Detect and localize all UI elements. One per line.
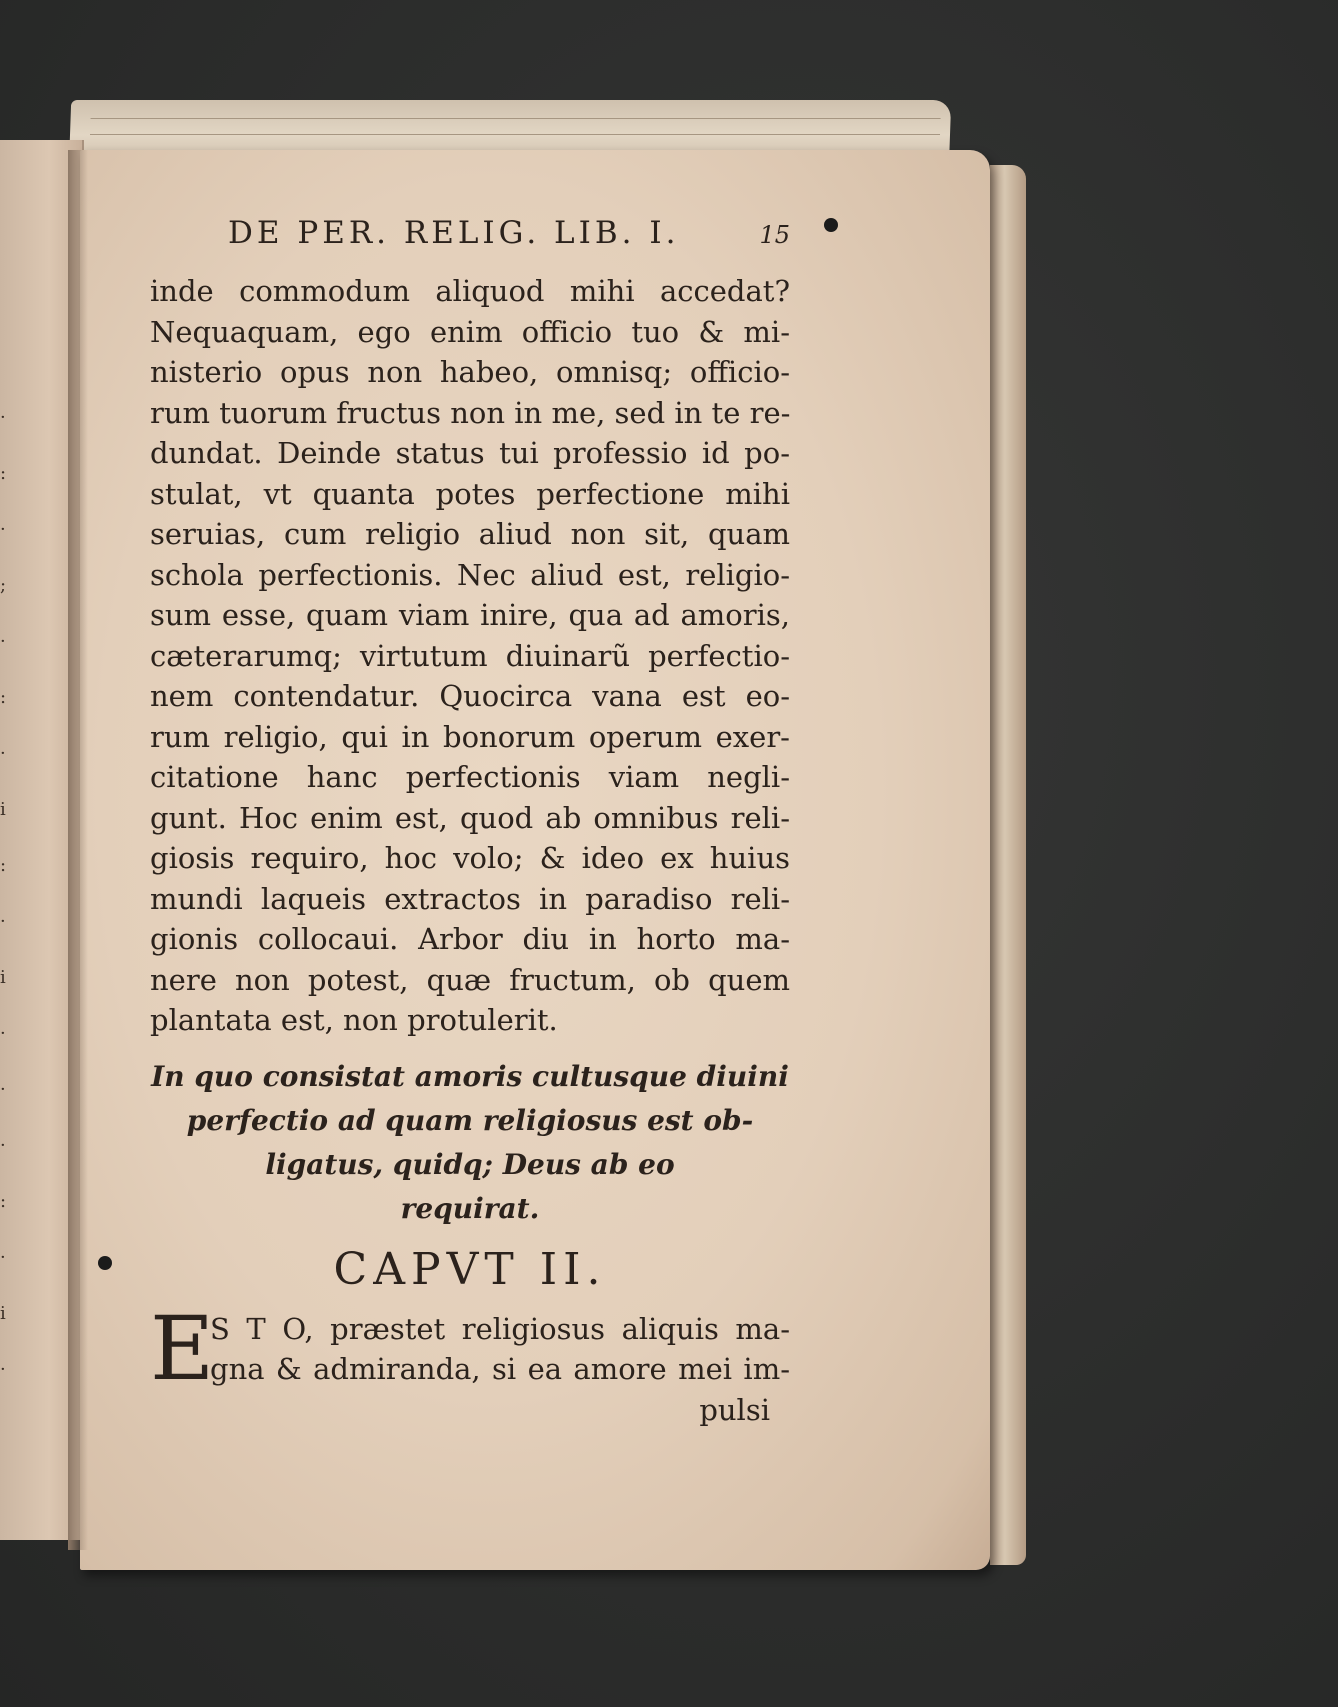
text-line: gna & admiranda, si ea amore mei im- (210, 1352, 790, 1386)
text-line: nisterio opus non habeo, omnisq; officio- (150, 355, 790, 389)
right-page-edges (990, 165, 1026, 1565)
chapter-title: CAPVT II. (333, 1243, 607, 1295)
text-line: rum tuorum fructus non in me, sed in te re- (150, 395, 791, 430)
drop-capital: E (150, 1296, 215, 1400)
running-head (150, 215, 790, 265)
text-line: S T O, præstet religiosus aliquis ma- (210, 1311, 790, 1346)
catchword: pulsi (699, 1392, 770, 1427)
text-line: gunt. Hoc enim est, quod ab omnibus reli- (150, 800, 790, 835)
page-number: 15 (759, 221, 790, 249)
text-line: inde commodum aliquod mihi accedat? (150, 274, 790, 308)
text-line: dundat. Deinde status tui professio id po- (150, 436, 790, 470)
text-line: nem contendatur. Quocirca vana est eo- (150, 679, 790, 713)
page-edge-line (91, 118, 941, 119)
heading-line: perfectio ad quam religiosus est ob- (186, 1103, 754, 1137)
text-line: sum esse, quam viam inire, qua ad amoris, (150, 598, 790, 632)
text-line: stulat, vt quanta potes perfectione mihi (150, 476, 790, 511)
left-page-bleed-marks: · : · ; · : · i : · i · · · : · i · (0, 407, 7, 1380)
page-edge-line (90, 134, 940, 135)
page-text-block (150, 215, 790, 1430)
text-line: mundi laqueis extractos in paradiso reli- (150, 881, 790, 916)
text-line: nere non potest, quæ fructum, ob quem (150, 962, 790, 997)
heading-line: In quo consistat amoris cultusque diuini (151, 1059, 789, 1093)
worm-hole (824, 218, 838, 232)
text-line: cæterarumq; virtutum diuinarũ perfectio- (150, 638, 790, 673)
heading-line: ligatus, quidq; Deus ab eo (265, 1147, 675, 1181)
text-line: Nequaquam, ego enim officio tuo & mi- (150, 314, 790, 349)
text-line: giosis requiro, hoc volo; & ideo ex huius (150, 841, 790, 875)
gutter-shadow (68, 150, 88, 1550)
text-line: rum religio, qui in bonorum operum exer- (150, 719, 790, 754)
heading-line: requirat. (400, 1191, 540, 1225)
paragraph-2 (150, 1296, 790, 1400)
paragraph-1 (150, 271, 790, 1041)
running-head-title: DE PER. RELIG. LIB. I. (228, 215, 680, 251)
text-line: citatione hanc perfectionis viam negli- (150, 760, 790, 794)
chapter-heading (150, 1055, 790, 1231)
text-line: seruias, cum religio aliud non sit, quam (150, 517, 790, 551)
text-line: schola perfectionis. Nec aliud est, religio- (150, 557, 790, 592)
text-line: gionis collocaui. Arbor diu in horto ma- (150, 922, 790, 956)
text-line-last: plantata est, non protulerit. (150, 1003, 558, 1037)
worm-hole (98, 1256, 112, 1270)
